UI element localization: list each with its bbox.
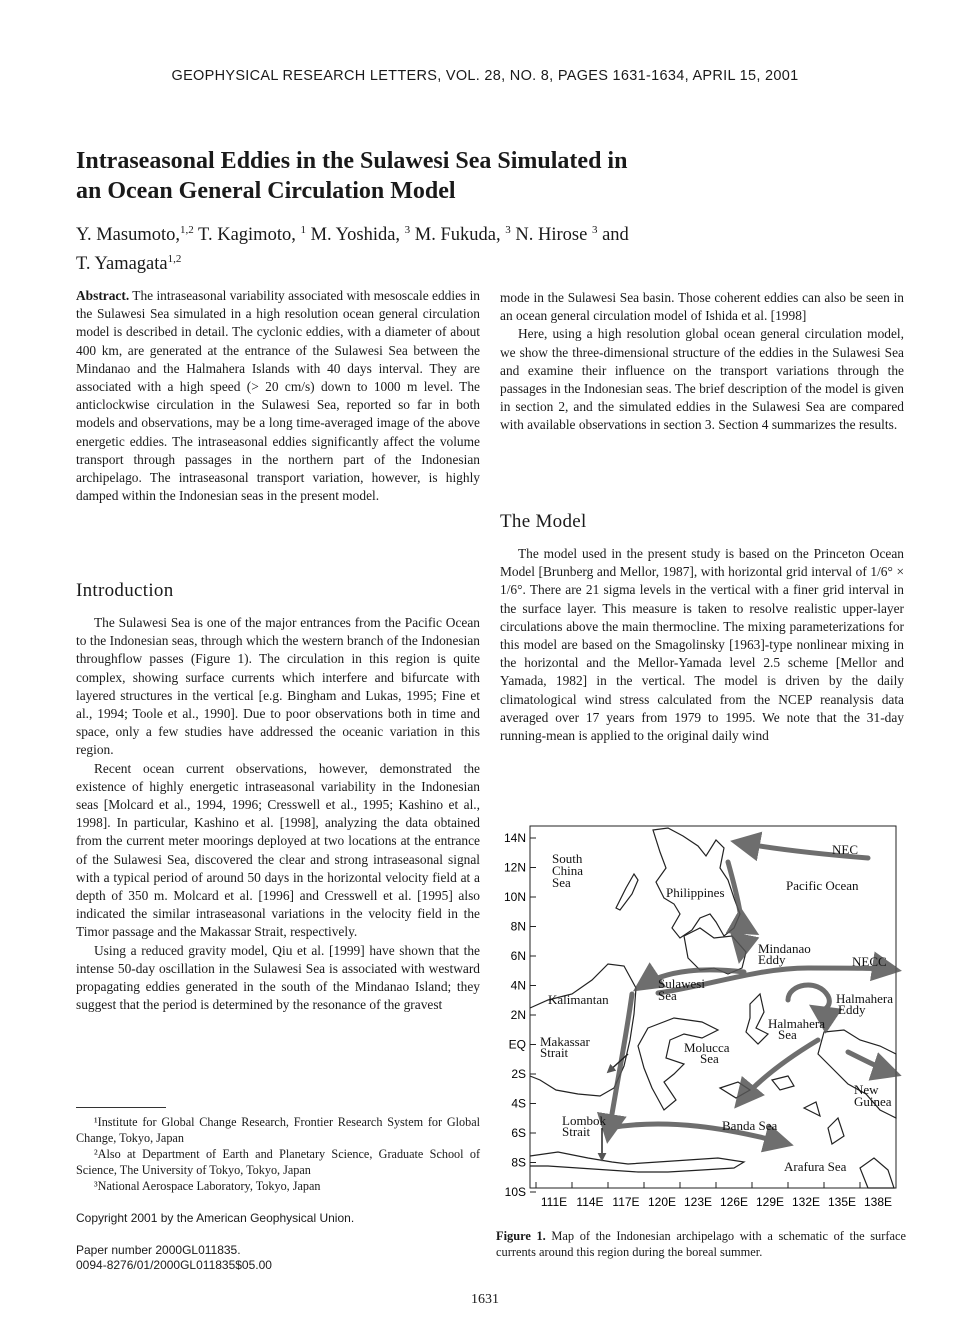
java-coast	[530, 1152, 744, 1172]
x-tick-label: 132E	[791, 1195, 821, 1209]
footnote-rule	[76, 1107, 166, 1108]
abstract-label: Abstract.	[76, 288, 130, 303]
label-south-china-sea: China	[552, 863, 584, 878]
issn-code: 0094-8276/01/2000GL011835$05.00	[76, 1258, 272, 1272]
author-affiliation: 3	[404, 224, 411, 236]
author-affiliation: 1,2	[180, 224, 194, 236]
figure-1-map	[488, 818, 908, 1218]
y-tick-label: 14N	[503, 831, 526, 845]
caption-label: Figure 1.	[496, 1229, 546, 1243]
label-makassar-strait: Strait	[540, 1045, 569, 1060]
footnotes	[76, 1114, 480, 1194]
x-tick-label: 117E	[612, 1195, 640, 1209]
label-lombok-strait: Strait	[562, 1124, 591, 1139]
right-column-intro	[500, 289, 904, 435]
author-affiliation: 1	[300, 224, 306, 236]
label-philippines: Philippines	[666, 885, 725, 900]
label-molucca-sea: Sea	[700, 1051, 719, 1066]
introduction-paragraph-1: The Sulawesi Sea is one of the major entrances from the Pacific Ocean to the Indonesian seas, through which the western branch of the Indonesian throughflow passes (Figure 1). The circulation in this region is quite complex, showing surface currents which interfere and bifurcate with layered structures in the vertical [e.g. Bingham and Lukas, 1995; Fine et al., 1994; Toole et al., 1990]. Due to poor observations both in time and space, only a few studies have addressed the oceanic variation in this region.	[76, 615, 480, 758]
x-tick-label: 111E	[540, 1195, 568, 1209]
label-halmahera-eddy: Halmahera	[836, 991, 894, 1006]
author-affiliation: 1,2	[167, 253, 182, 266]
philippines-coast	[653, 828, 740, 938]
label-molucca-sea: Molucca	[684, 1040, 730, 1055]
y-tick-label: 6S	[511, 1126, 526, 1140]
footnote-2: ²Also at Department of Earth and Planetary Science, Graduate School of Science, The University of Tokyo, Tokyo, Japan	[76, 1147, 480, 1177]
y-tick-label: EQ	[508, 1037, 526, 1052]
abstract-text: The intraseasonal variability associated with mesoscale eddies in the Sulawesi Sea simulated in a high resolution ocean general circulation model is described in detail. The cyclonic eddies, with a diameter of about 400 km, are generated at the entrance of the Sulawesi Sea between the Mindanao and the Halmahera Islands with 40 days interval. They are associated with a high speed (> 20 cm/s) down to 1000 m level. The anticlockwise circulation in the Sulawesi Sea, reported so far in both models and observations, may be a long time-averaged image of the above energetic eddies. The intraseasonal eddies significantly affect the volume transport through passages in the northern part of the Indonesian archipelago. The intraseasonal transport variation, however, is highly damped within the Indonesian seas in the present model.	[76, 288, 480, 504]
y-tick-label: 2N	[510, 1008, 526, 1022]
label-new-guinea: New	[854, 1082, 879, 1097]
x-tick-label: 123E	[683, 1195, 713, 1209]
label-kalimantan: Kalimantan	[548, 992, 609, 1007]
figure-1-caption	[496, 1229, 906, 1260]
label-arafura-sea: Arafura Sea	[784, 1159, 847, 1174]
x-tick-label: 114E	[576, 1195, 604, 1209]
y-tick-label: 10N	[503, 890, 526, 904]
model-heading: The Model	[500, 511, 587, 532]
label-lombok-strait: Lombok	[562, 1113, 607, 1128]
author-affiliation: 3	[591, 224, 598, 236]
label-sulawesi-sea: Sulawesi	[658, 976, 705, 991]
halmahera-coast	[746, 994, 768, 1044]
x-tick-label: 120E	[647, 1195, 677, 1209]
halmahera-eddy-arrow	[788, 985, 829, 1010]
x-tick-label: 138E	[863, 1195, 893, 1209]
y-tick-label: 4S	[511, 1096, 526, 1111]
caption-text: Map of the Indonesian archipelago with a schematic of the surface currents around this region during the boreal summer.	[496, 1229, 907, 1259]
x-tick-label: 126E	[719, 1195, 749, 1209]
title-line-1: Intraseasonal Eddies in the Sulawesi Sea Simulated in	[76, 148, 628, 174]
footnote-1: ¹Institute for Global Change Research, Frontier Research System for Global Change, Tokyo, Japan	[76, 1115, 480, 1145]
model-paragraph-1: The model used in the present study is based on the Princeton Ocean Model [Brunberg and Mellor, 1987], with horizontal grid interval of 1/6° × 1/6°. There are 21 sigma levels in the vertical with a finer grid interval in the surface layer. This measure is taken to resolve realistic upper-layer circulations above the main thermocline. The mixing parameterizations for this model are based on the Smagolinsky [1963]-type nonlinear mixing in the horizontal and the Mellor-Yamada level 2.5 scheme [Mellor and Yamada, 1982] in the vertical. The model is driven by the daily climatological wind stress calculated from the NCEP reanalysis data averaged over 17 years from 1979 to 1995. We note that the 31-day running-mean is applied to the original daily wind	[500, 546, 904, 744]
author-name: M. Fukuda,	[414, 225, 506, 246]
label-nec: NEC	[832, 842, 858, 857]
running-head: GEOPHYSICAL RESEARCH LETTERS, VOL. 28, NO. 8, PAGES 1631-1634, APRIL 15, 2001	[171, 68, 799, 84]
intro-continuation: mode in the Sulawesi Sea basin. Those coherent eddies can also be seen in an ocean general circulation model of Ishida et al. [1998]	[500, 290, 904, 324]
label-south-china-sea: South	[552, 851, 583, 866]
author-name: M. Yoshida,	[310, 225, 405, 246]
ngcc-arrow	[848, 1052, 896, 1074]
author-conjunction: and	[602, 225, 629, 246]
label-pacific-ocean: Pacific Ocean	[786, 878, 859, 893]
australia-coast	[860, 1158, 894, 1188]
title-line-2: an Ocean General Circulation Model	[76, 178, 456, 204]
y-tick-label: 4N	[510, 978, 526, 993]
y-tick-label: 6N	[510, 949, 526, 963]
author-name: T. Kagimoto,	[198, 225, 301, 246]
author-name: N. Hirose	[515, 225, 592, 246]
paper-title	[76, 146, 776, 206]
label-halmahera-sea: Sea	[778, 1027, 797, 1042]
y-tick-label: 12N	[503, 860, 526, 875]
abstract	[76, 287, 480, 505]
author-list	[76, 218, 836, 276]
page-number: 1631	[471, 1292, 499, 1307]
x-tick-label: 129E	[755, 1195, 785, 1209]
palawan-coast	[616, 874, 638, 910]
author-affiliation: 3	[505, 224, 511, 236]
x-axis	[536, 1182, 892, 1209]
mindanao-eddy-arrow	[735, 930, 754, 946]
x-tick-label: 135E	[827, 1195, 857, 1209]
y-axis	[504, 831, 536, 1199]
model-body	[500, 545, 904, 745]
author-name: Y. Masumoto,	[76, 225, 180, 246]
copyright-notice: Copyright 2001 by the American Geophysical Union.	[76, 1211, 355, 1225]
introduction-paragraph-3: Using a reduced gravity model, Qiu et al. [1999] have shown that the intense 50-day oscillation in the Sulawesi Sea is associated with westward propagating eddies generated in the south of the Mindanao Island; they suggest that the period is determined by the resonance of the gravest	[76, 942, 480, 1013]
label-halmahera-eddy: Eddy	[838, 1002, 866, 1017]
footnote-3: ³National Aerospace Laboratory, Tokyo, Japan	[94, 1179, 321, 1193]
label-halmahera-sea: Halmahera	[768, 1016, 826, 1031]
new-guinea-coastal-arrow	[738, 1040, 818, 1104]
introduction-heading: Introduction	[76, 580, 174, 601]
label-makassar-strait: Makassar	[540, 1034, 590, 1049]
author-name: T. Yamagata	[76, 254, 168, 275]
introduction-paragraph-2: Recent ocean current observations, however, demonstrated the existence of highly energetic intraseasonal variability in the Indonesian seas [Molcard et al., 1994, 1996; Cresswell et al., 1995; Kashino et al., 1998]. In particular, Kashino et al. [1998], analyzing the data obtained from the current meter moorings deployed at two locations at the entrance of the Sulawesi Sea, discovered the clear and strong intraseasonal signal with a typical period of around 50 days in the horizontal velocity field at a depth of 350 m. Molcard et al. [1996] and Cresswell et al. [1995] also indicated the similar intraseasonal variations in the velocity field in the Timor passage and the Makassar Strait, respectively.	[76, 760, 480, 940]
label-banda-sea: Banda Sea	[722, 1118, 778, 1133]
paper-number: Paper number 2000GL011835.	[76, 1243, 241, 1257]
label-mindanao-eddy: Eddy	[758, 952, 786, 967]
label-sulawesi-sea: Sea	[658, 988, 677, 1003]
label-south-china-sea: Sea	[552, 875, 571, 890]
intro-paragraph-4: Here, using a high resolution global ocean general circulation model, we show the three-dimensional structure of the eddies in the Sulawesi Sea and examine their influence on the transport variations through the passages in the Indonesian seas. The brief description of the model is given in section 2, and the simulated eddies in the Sulawesi Sea are compared with available observations in section 3. Section 4 summarizes the results.	[500, 326, 904, 433]
y-tick-label: 2S	[511, 1067, 526, 1081]
label-mindanao-eddy: Mindanao	[758, 941, 811, 956]
y-tick-label: 8N	[510, 919, 526, 934]
y-tick-label: 8S	[511, 1155, 526, 1170]
label-necc: NECC	[852, 954, 887, 969]
makassar-arrow	[608, 994, 632, 1138]
y-tick-label: 10S	[504, 1185, 526, 1199]
label-new-guinea: Guinea	[854, 1094, 892, 1109]
introduction-body	[76, 614, 480, 1014]
